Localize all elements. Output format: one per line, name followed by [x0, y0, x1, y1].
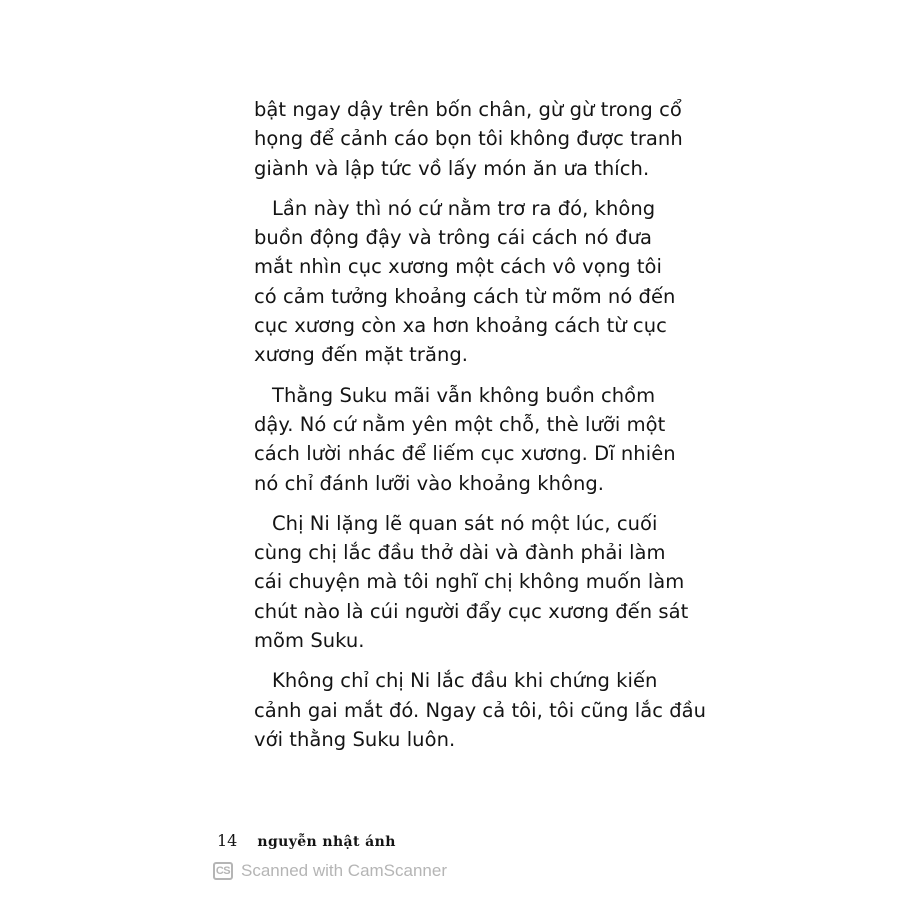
text-line: Lần này thì nó cứ nằm trơ ra đó, không	[272, 196, 656, 220]
page-footer	[217, 831, 396, 850]
text-line: chút nào là cúi người đẩy cục xương đến sát	[254, 599, 689, 623]
camscanner-logo-icon: CS	[213, 862, 233, 880]
text-line: dậy. Nó cứ nằm yên một chỗ, thè lưỡi một	[254, 412, 666, 436]
text-line: Thằng Suku mãi vẫn không buồn chồm	[272, 383, 656, 407]
page-number: 14	[217, 831, 238, 850]
text-line: mắt nhìn cục xương một cách vô vọng tôi	[254, 255, 662, 279]
text-line: bật ngay dậy trên bốn chân, gừ gừ trong cổ	[254, 98, 682, 121]
text-line: Chị Ni lặng lẽ quan sát nó một lúc, cuối	[272, 511, 658, 535]
text-line: với thằng Suku luôn.	[254, 727, 456, 751]
text-line: mõm Suku.	[254, 629, 365, 653]
text-line: giành và lập tức vồ lấy món ăn ưa thích.	[254, 156, 650, 180]
text-line: cảnh gai mắt đó. Ngay cả tôi, tôi cũng lắc đầu	[254, 698, 707, 722]
text-line: cùng chị lắc đầu thở dài và đành phải làm	[254, 541, 666, 565]
text-line: cách lười nhác để liếm cục xương. Dĩ nhiên	[254, 442, 676, 466]
paragraph-5	[254, 666, 707, 754]
text-line: cục xương còn xa hơn khoảng cách từ cục	[254, 314, 667, 338]
text-line: họng để cảnh cáo bọn tôi không được tranh	[254, 127, 683, 151]
text-line: buồn động đậy và trông cái cách nó đưa	[254, 226, 652, 250]
body-text	[254, 95, 707, 765]
paragraph-2	[254, 194, 676, 370]
text-line: xương đến mặt trăng.	[254, 343, 469, 367]
text-line: Không chỉ chị Ni lắc đầu khi chứng kiến	[272, 669, 658, 693]
author-name: nguyễn nhật ánh	[257, 834, 396, 850]
paragraph-3	[254, 381, 676, 498]
paragraph-4	[254, 509, 689, 655]
text-line: cái chuyện mà tôi nghĩ chị không muốn làm	[254, 570, 685, 594]
paragraph-1	[254, 95, 683, 183]
text-line: nó chỉ đánh lưỡi vào khoảng không.	[254, 471, 605, 495]
scanner-watermark	[213, 861, 447, 881]
text-line: có cảm tưởng khoảng cách từ mõm nó đến	[254, 284, 676, 308]
watermark-text: Scanned with CamScanner	[241, 861, 448, 880]
